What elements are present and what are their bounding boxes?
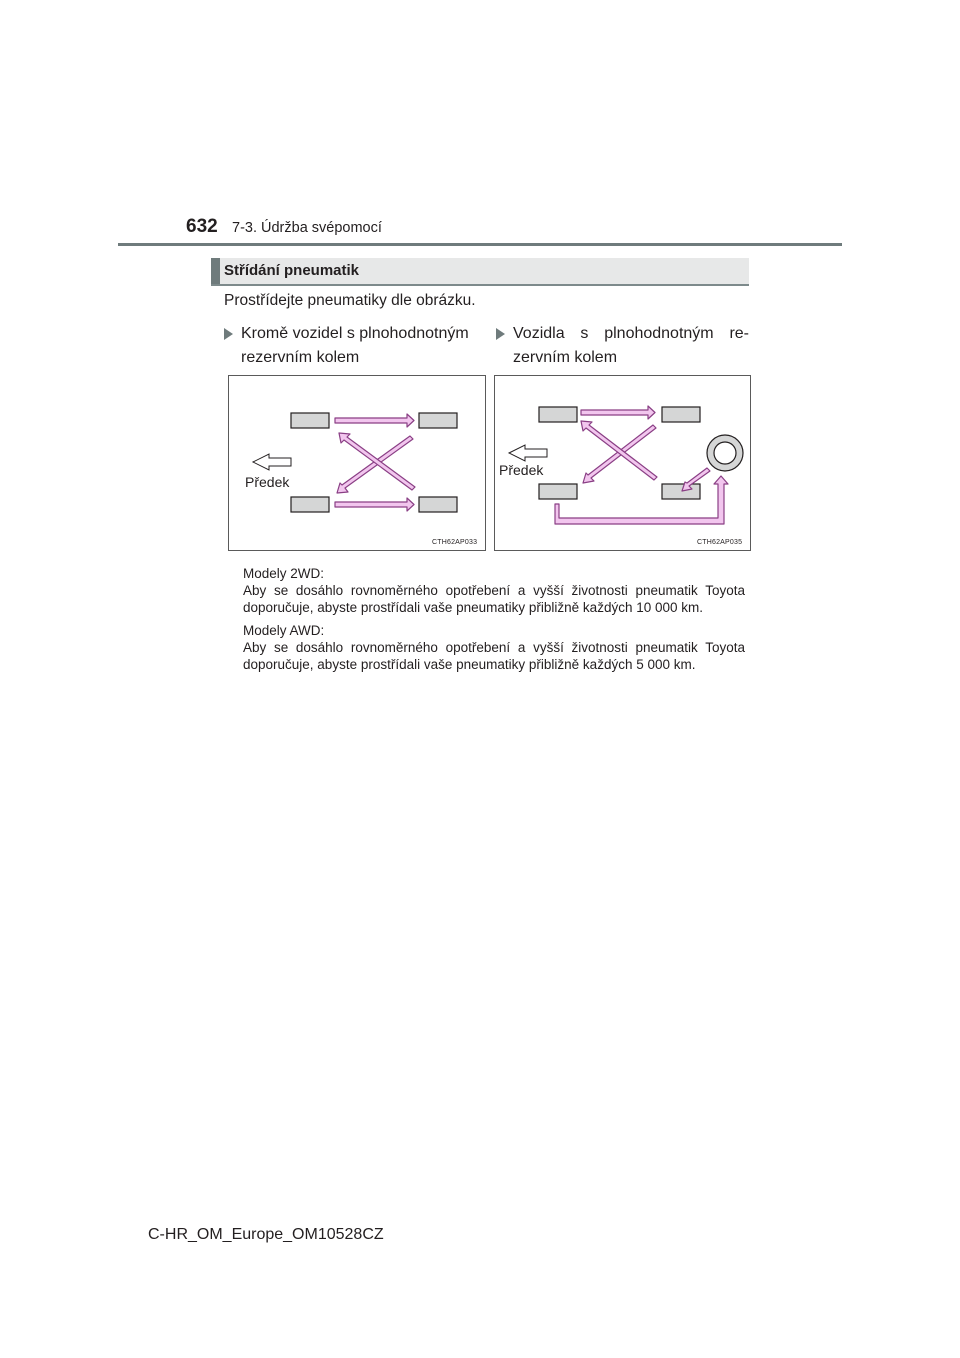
rotation-diagram-1 xyxy=(229,376,485,550)
bullet-text: Kromě vozidel s plnohodnotným rezervním kolem xyxy=(241,325,469,366)
arrow-diagonal-down xyxy=(337,436,413,493)
tire-rear-right xyxy=(662,484,700,499)
bullet-with-spare xyxy=(496,322,749,370)
figure-rotation-with-spare xyxy=(494,375,751,551)
note-heading: Modely 2WD: xyxy=(243,566,325,581)
footer-doc-id: C-HR_OM_Europe_OM10528CZ xyxy=(148,1226,384,1243)
header-rule xyxy=(118,243,842,246)
note-text: Aby se dosáhlo rovnoměrného opotřebení a vyšší životnosti pneumatik Toyota doporučuje, abyste prostřídali vaše pneumatiky přibližně každých 5 000 km. xyxy=(243,640,745,672)
front-arrow-icon xyxy=(253,454,291,470)
chapter-title: 7-3. Údržba svépomocí xyxy=(232,220,382,236)
note-2wd xyxy=(243,565,745,616)
figure-code: CTH62AP033 xyxy=(432,539,478,546)
front-arrow-icon xyxy=(509,445,547,461)
spare-tire xyxy=(707,435,743,471)
arrow-top xyxy=(581,406,655,419)
page-number: 632 xyxy=(186,216,218,237)
front-label: Předek xyxy=(245,474,290,490)
figure-rotation-four-tires xyxy=(228,375,486,551)
arrow-top xyxy=(335,414,414,427)
figure-code: CTH62AP035 xyxy=(697,539,743,546)
tire-front-left xyxy=(539,407,577,422)
tire-rear-right xyxy=(419,497,457,512)
tire-front-right xyxy=(419,413,457,428)
note-heading: Modely AWD: xyxy=(243,623,325,638)
notes xyxy=(243,565,745,679)
arrow-bottom xyxy=(335,498,414,511)
rotation-arrows xyxy=(335,414,415,511)
note-text: Aby se dosáhlo rovnoměrného opotřebení a vyšší životnosti pneumatik Toyota doporučuje, abyste prostřídali vaše pneumatiky přibližně každých 10 000 km. xyxy=(243,583,745,615)
section-title: Střídání pneumatik xyxy=(224,262,360,279)
tire-rear-left xyxy=(539,484,577,499)
bullet-text: Vozidla s plnohodnotným re-zervním kolem xyxy=(513,325,749,366)
note-awd xyxy=(243,622,745,673)
bullet-triangle-icon xyxy=(496,328,505,340)
arrow-rear-left-to-spare xyxy=(555,476,728,524)
bullet-triangle-icon xyxy=(224,328,233,340)
rotation-arrows xyxy=(555,406,728,524)
section-accent xyxy=(211,258,220,284)
front-label: Předek xyxy=(499,462,544,478)
tire-front-right xyxy=(662,407,700,422)
bullet-without-spare xyxy=(224,322,474,370)
tire-front-left xyxy=(291,413,329,428)
tire-rear-left xyxy=(291,497,329,512)
intro-text: Prostřídejte pneumatiky dle obrázku. xyxy=(224,292,476,309)
